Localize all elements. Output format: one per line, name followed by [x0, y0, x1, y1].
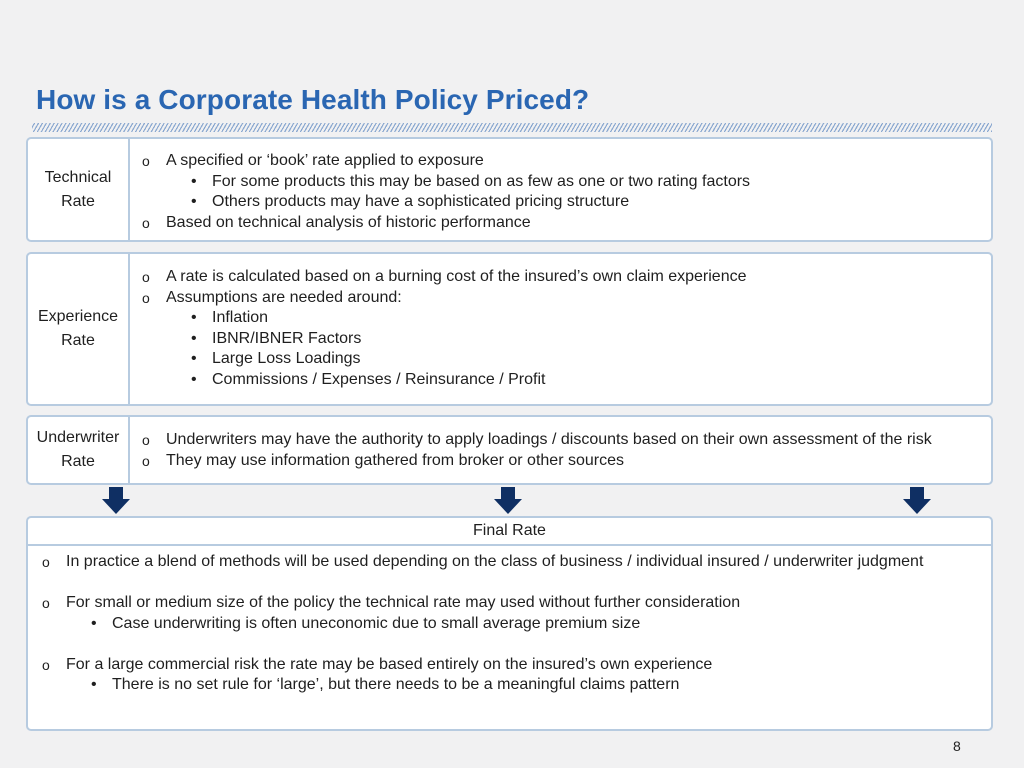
- bullet-item: o For a large commercial risk the rate may be based entirely on the insured’s own experience: [38, 655, 985, 676]
- label-line: Technical: [44, 168, 112, 186]
- label-line: Rate: [61, 332, 95, 349]
- sub-bullet-item: • For some products this may be based on as few as one or two rating factors: [140, 172, 983, 193]
- sub-bullet-item: • Large Loss Loadings: [140, 349, 983, 370]
- underwriter-rate-box: [26, 415, 993, 485]
- sub-bullet-item: • Commissions / Expenses / Reinsurance / Profit: [140, 370, 983, 391]
- title-underline-decoration: [32, 123, 992, 132]
- sub-bullet-item: • Case underwriting is often uneconomic due to small average premium size: [38, 614, 985, 635]
- page-title: How is a Corporate Health Policy Priced?: [36, 84, 590, 115]
- label-line: Experience: [37, 308, 119, 325]
- page-number: 8: [953, 738, 961, 754]
- underwriter-rate-label: [28, 417, 130, 483]
- final-rate-box: [26, 516, 993, 731]
- final-rate-content: [38, 552, 985, 696]
- label-line: Rate: [61, 192, 95, 210]
- bullet-item: o In practice a blend of methods will be used depending on the class of business / individual insured / underwriter judgment: [38, 552, 985, 573]
- sub-bullet-item: • There is no set rule for ‘large’, but there needs to be a meaningful claims pattern: [38, 675, 985, 696]
- bullet-item: o Based on technical analysis of historic performance: [140, 213, 983, 234]
- sub-bullet-item: • Inflation: [140, 308, 983, 329]
- bullet-item: o Assumptions are needed around:: [140, 288, 983, 309]
- label-line: Rate: [61, 453, 95, 470]
- technical-rate-content: [140, 151, 983, 233]
- final-rate-header: Final Rate: [28, 518, 991, 546]
- bullet-item: o They may use information gathered from broker or other sources: [140, 451, 983, 472]
- bullet-item: o A rate is calculated based on a burning cost of the insured’s own claim experience: [140, 267, 983, 288]
- sub-bullet-item: • IBNR/IBNER Factors: [140, 329, 983, 350]
- experience-rate-label: [28, 254, 130, 404]
- bullet-item: o Underwriters may have the authority to apply loadings / discounts based on their own assessment of the risk: [140, 430, 983, 451]
- technical-rate-box: [26, 137, 993, 242]
- bullet-item: o A specified or ‘book’ rate applied to exposure: [140, 151, 983, 172]
- underwriter-rate-content: [140, 430, 983, 471]
- experience-rate-box: [26, 252, 993, 406]
- bullet-item: o For small or medium size of the policy the technical rate may used without further consideration: [38, 593, 985, 614]
- sub-bullet-item: • Others products may have a sophisticated pricing structure: [140, 192, 983, 213]
- technical-rate-label: [28, 139, 130, 240]
- experience-rate-content: [140, 267, 983, 390]
- label-line: Underwriter: [36, 429, 120, 446]
